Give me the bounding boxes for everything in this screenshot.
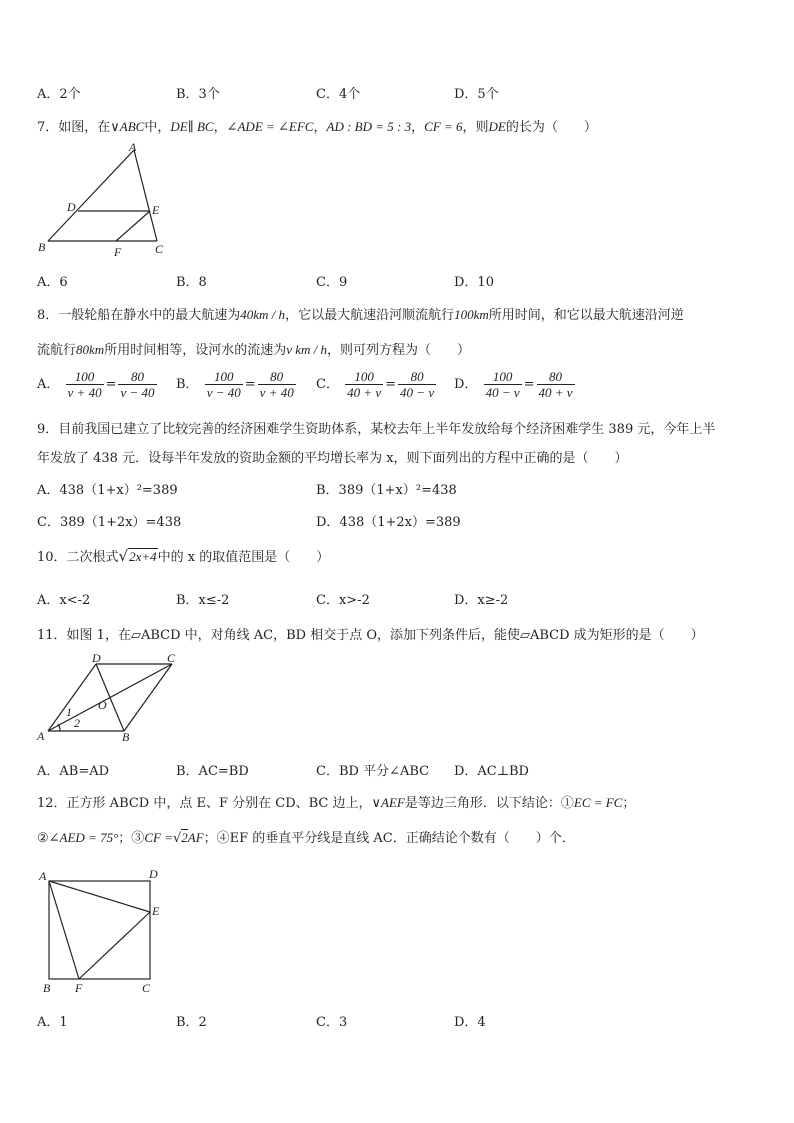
q7-figure <box>30 140 180 260</box>
q7-label-c: C <box>155 242 164 256</box>
q12-option-b: B．2 <box>176 1015 207 1030</box>
q8-line2: 流航行80km所用时间相等，设河水的流速为v km / h，则可列方程为（ ） <box>37 342 471 358</box>
q9-option-d: D．438（1+2x）=389 <box>316 515 461 530</box>
q12-option-c: C．3 <box>316 1015 348 1030</box>
q11-option-c: C．BD 平分∠ABC <box>316 764 430 779</box>
q8-option-d: D． $\frac{100}{40 - v}$ = $\frac{80}{40 + v}$ <box>454 369 573 400</box>
q10-option-c: C．x>-2 <box>316 593 370 608</box>
q7-option-d: D．10 <box>454 275 494 290</box>
q11-label-a: A <box>37 729 45 743</box>
q8-option-b: B． $\frac{100}{v - 40}$ = $\frac{80}{v + 40}$ <box>176 369 294 400</box>
q9-option-b: B．389（1+x）²=438 <box>316 483 457 498</box>
q9-option-a: A．438（1+x）²=389 <box>37 483 178 498</box>
q6-option-b: B．3个 <box>176 87 220 102</box>
q10-sqrt-sign: √ <box>118 547 129 565</box>
q8-option-c: C． $\frac{100}{40 + v}$ = $\frac{80}{40 - v}$ <box>316 369 435 400</box>
q11-label-o: O <box>98 698 107 712</box>
q12-line2: ②∠AED = 75°；③CF =√2AF；④EF 的垂直平分线是直线 AC．正确结论个数有（ ）个． <box>37 830 575 846</box>
q12-label-a: A <box>39 869 47 883</box>
q8-option-a: A． $\frac{100}{v + 40}$ = $\frac{80}{v - 40}$ <box>37 369 155 400</box>
q7-label-a: A <box>129 140 137 154</box>
q11-stem: 11．如图 1，在▱ABCD 中，对角线 AC，BD 相交于点 O，添加下列条件后，能使▱ABCD 成为矩形的是（ ） <box>37 628 704 643</box>
q12-option-d: D．4 <box>454 1015 486 1030</box>
q7-option-c: C．9 <box>316 275 348 290</box>
q11-option-d: D．AC⊥BD <box>454 764 529 779</box>
q9-line2: 年发放了 438 元．设每半年发放的资助金额的平均增长率为 x，则下面列出的方程中正确的是（ ） <box>37 451 628 466</box>
q6-option-d: D．5个 <box>454 87 499 102</box>
q7-option-b: B．8 <box>176 275 207 290</box>
q10-option-d: D．x≥-2 <box>454 593 509 608</box>
q7-label-d: D <box>67 200 76 214</box>
q12-option-a: A．1 <box>37 1015 68 1030</box>
q12-label-d: D <box>149 867 158 881</box>
q11-label-1: 1 <box>66 705 72 719</box>
q11-figure <box>30 652 190 747</box>
q8-line1: 8．一般轮船在静水中的最大航速为40km / h，它以最大航速沿河顺流航行100km所用时间，和它以最大航速沿河逆 <box>37 307 684 323</box>
q11-label-b: B <box>122 730 130 744</box>
q12-figure <box>30 862 170 997</box>
q10-option-b: B．x≤-2 <box>176 593 230 608</box>
q7-label-b: B <box>38 240 46 254</box>
q9-option-c: C．389（1+2x）=438 <box>37 515 182 530</box>
q7-option-a: A．6 <box>37 275 68 290</box>
q12-label-f: F <box>75 981 83 995</box>
q6-option-c: C．4个 <box>316 87 361 102</box>
q11-label-2: 2 <box>74 716 80 730</box>
q12-sqrt-sign: √ <box>172 831 182 846</box>
q11-option-a: A．AB=AD <box>37 764 110 779</box>
q12-label-b: B <box>43 981 51 995</box>
q10-option-a: A．x<-2 <box>37 593 91 608</box>
q10-radicand: 2x+4 <box>129 549 157 564</box>
q11-label-d: D <box>92 652 101 665</box>
q12-line1: 12．正方形 ABCD 中，点 E、F 分别在 CD、BC 边上，∨AEF是等边三角形．以下结论：①EC = FC； <box>37 795 636 811</box>
q9-line1: 9．目前我国已建立了比较完善的经济困难学生资助体系，某校去年上半年发放给每个经济困难学生 389 元，今年上半 <box>37 422 716 437</box>
q7-label-f: F <box>114 245 122 259</box>
q7-stem: 7．如图，在∨ABC中，DE∥ BC，∠ADE = ∠EFC，AD : BD = 5 : 3，CF = 6，则DE的长为（ ） <box>37 119 597 135</box>
q12-label-e: E <box>152 904 160 918</box>
q12-label-c: C <box>142 981 151 995</box>
q10-stem: 10．二次根式√2x+4中的 x 的取值范围是（ ） <box>37 547 330 565</box>
q11-label-c: C <box>167 652 176 665</box>
q6-option-a: A．2个 <box>37 87 81 102</box>
q11-option-b: B．AC=BD <box>176 764 249 779</box>
q7-label-e: E <box>152 203 160 217</box>
